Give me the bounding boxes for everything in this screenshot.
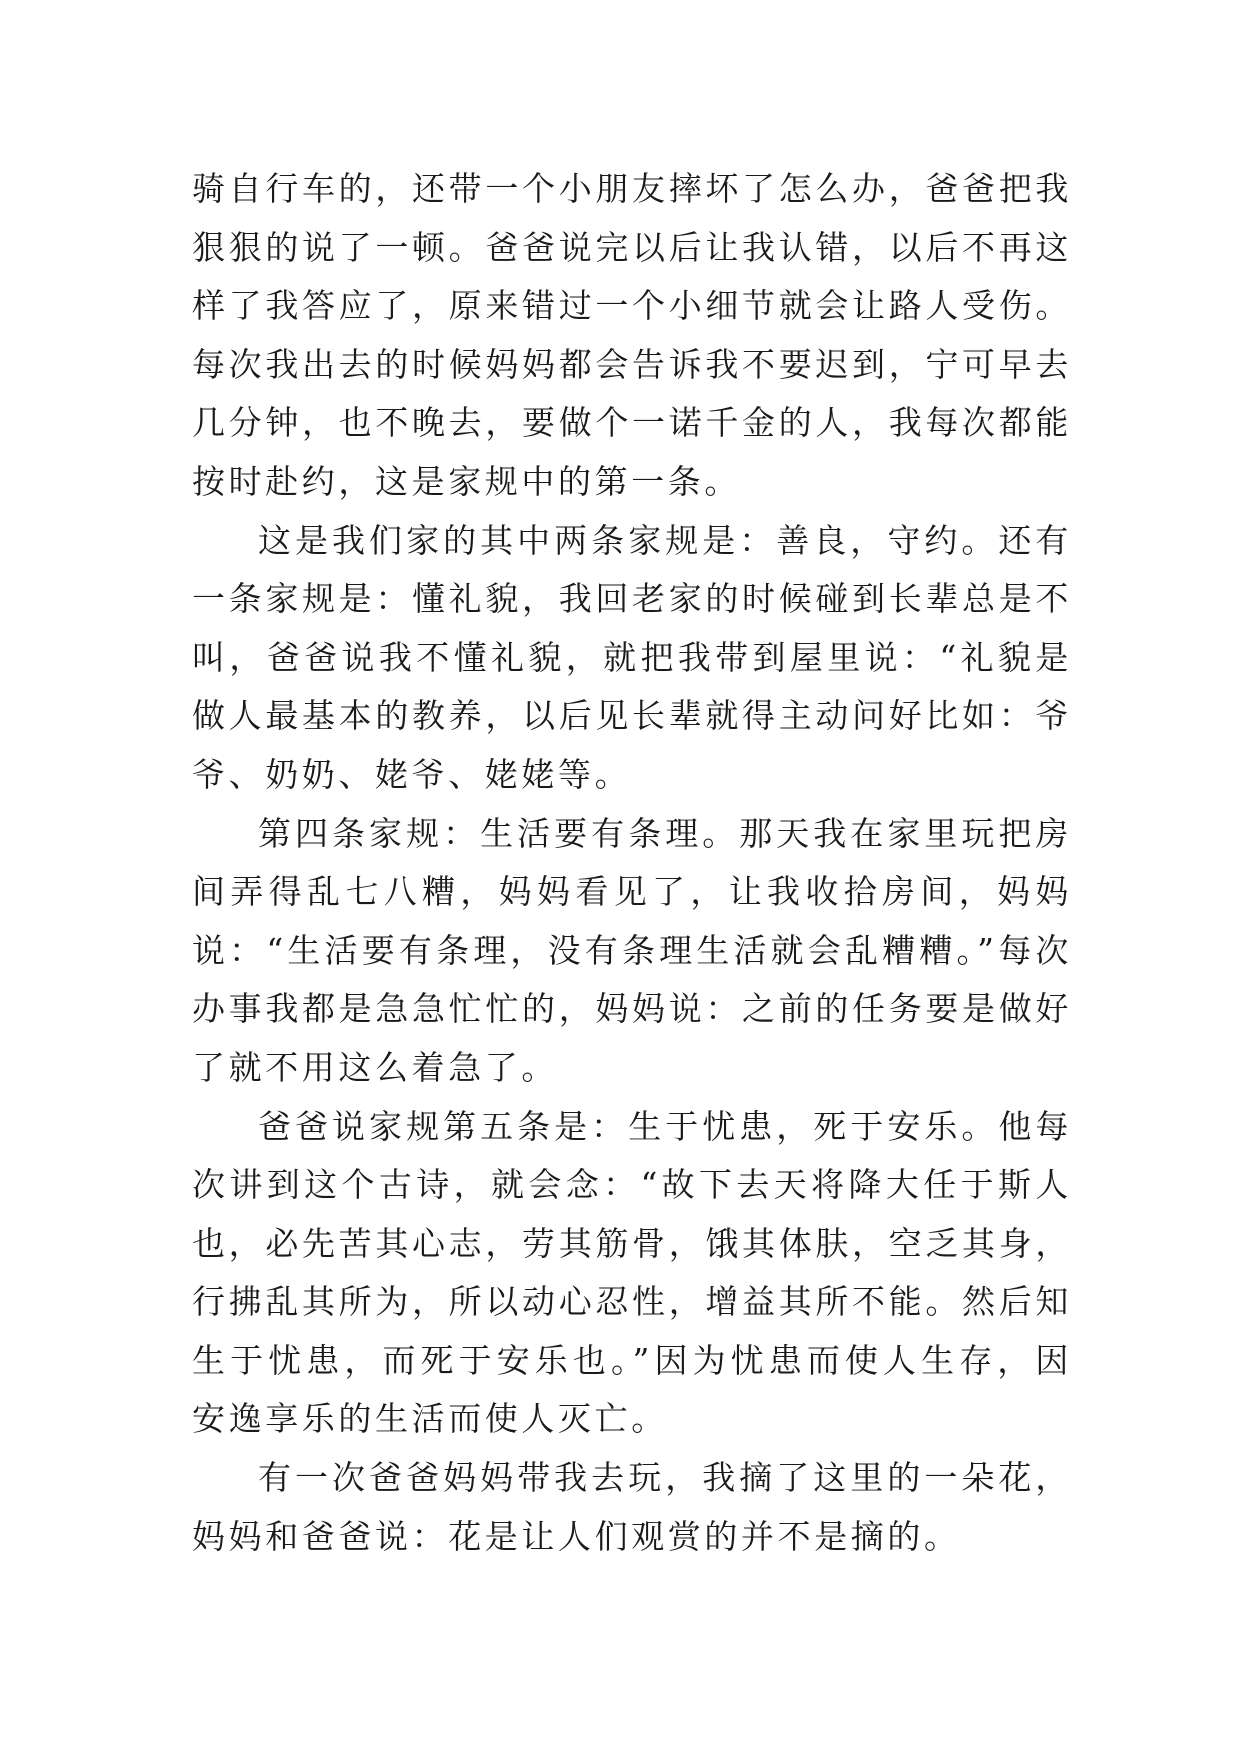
paragraph: 这是我们家的其中两条家规是：善良，守约。还有一条家规是：懂礼貌，我回老家的时候碰到长辈总是不叫，爸爸说我不懂礼貌，就把我带到屋里说：“礼貌是做人最基本的教养，以后见长辈就得主动问好比如：爷爷、奶奶、姥爷、姥姥等。 [192,520,1072,794]
paragraph: 有一次爸爸妈妈带我去玩，我摘了这里的一朵花，妈妈和爸爸说：花是让人们观赏的并不是摘的。 [192,1458,1072,1556]
paragraph: 爸爸说家规第五条是：生于忧患，死于安乐。他每次讲到这个古诗，就会念：“故下去天将降大任于斯人也，必先苦其心志，劳其筋骨，饿其体肤，空乏其身，行拂乱其所为，所以动心忍性，增益其所不能。然后知生于忧患，而死于安乐也。”因为忧患而使人生存，因安逸享乐的生活而使人灭亡。 [192,1106,1072,1439]
paragraph: 骑自行车的，还带一个小朋友摔坏了怎么办，爸爸把我狠狠的说了一顿。爸爸说完以后让我认错，以后不再这样了我答应了，原来错过一个小细节就会让路人受伤。每次我出去的时候妈妈都会告诉我不要迟到，宁可早去几分钟，也不晚去，要做个一诺千金的人，我每次都能按时赴约，这是家规中的第一条。 [192,169,1072,501]
paragraph: 第四条家规：生活要有条理。那天我在家里玩把房间弄得乱七八糟，妈妈看见了，让我收拾房间，妈妈说：“生活要有条理，没有条理生活就会乱糟糟。”每次办事我都是急急忙忙的，妈妈说：之前的任务要是做好了就不用这么着急了。 [192,813,1072,1087]
document-body [192,160,1072,1566]
